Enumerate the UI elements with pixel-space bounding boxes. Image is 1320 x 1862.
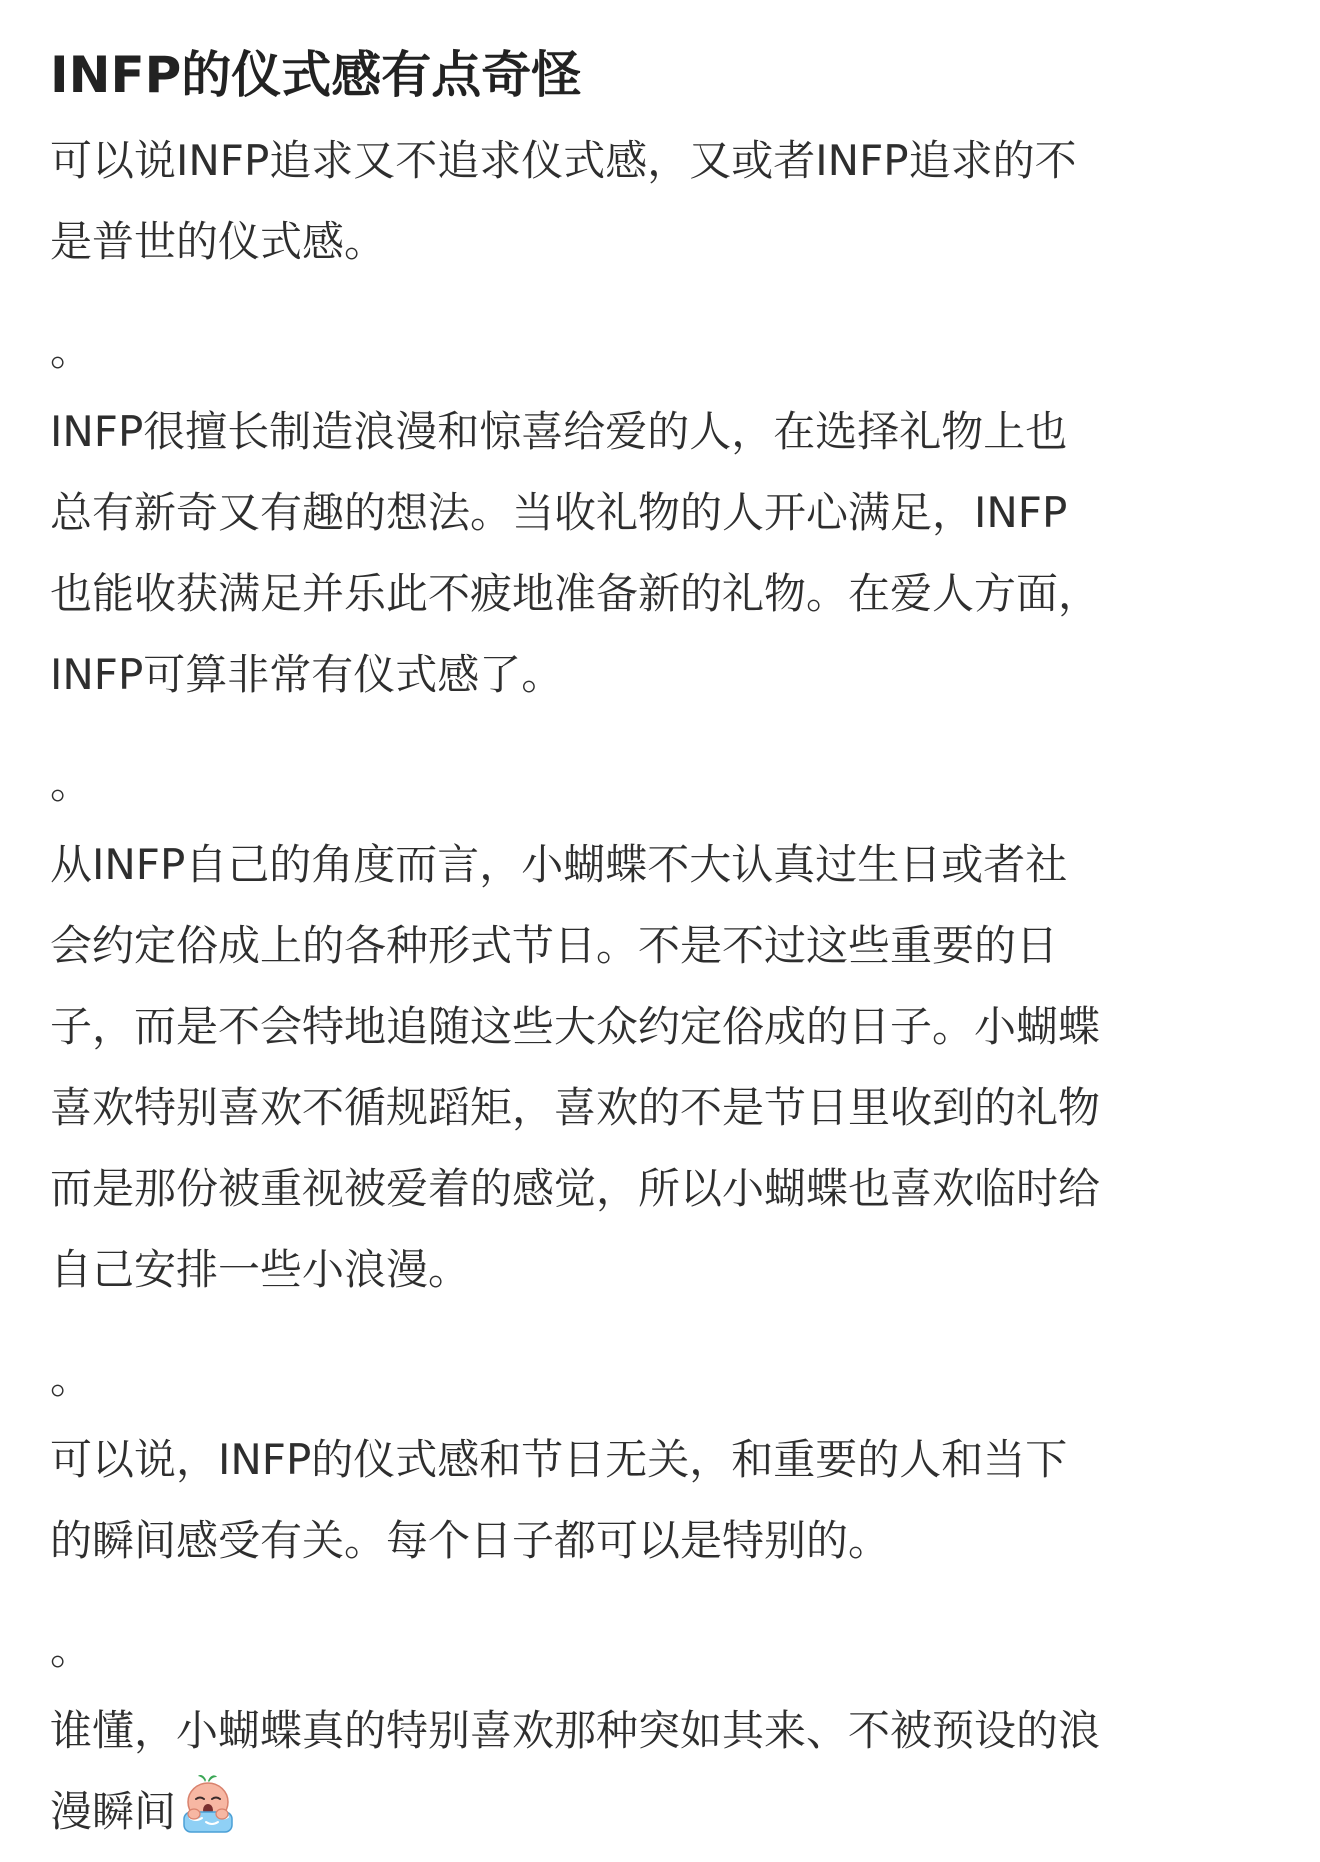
paragraph-1 (50, 120, 1275, 282)
separator-mark: 。 (50, 759, 93, 808)
paragraph-line: INFP很擅长制造浪漫和惊喜给爱的人，在选择礼物上也 (50, 407, 1068, 456)
paragraph-line-text: 漫瞬间 (50, 1787, 177, 1836)
paragraph-line: INFP可算非常有仪式感了。 (50, 650, 564, 699)
article-title: INFP的仪式感有点奇怪 (50, 46, 582, 104)
separator-mark: 。 (50, 1354, 93, 1403)
paragraph-5 (50, 1690, 1275, 1852)
paragraph-line: 可以说，INFP的仪式感和节日无关，和重要的人和当下 (50, 1435, 1068, 1484)
paragraph-line: 也能收获满足并乐此不疲地准备新的礼物。在爱人方面， (50, 569, 1101, 618)
paragraph-line: 喜欢特别喜欢不循规蹈矩，喜欢的不是节日里收到的礼物 (50, 1083, 1101, 1132)
paragraph-line: 从INFP自己的角度而言，小蝴蝶不大认真过生日或者社 (50, 840, 1068, 889)
paragraph-line: 可以说INFP追求又不追求仪式感，又或者INFP追求的不 (50, 136, 1077, 185)
paragraph-line: 谁懂，小蝴蝶真的特别喜欢那种突如其来、不被预设的浪 (50, 1706, 1101, 1755)
paragraph-separator (50, 743, 1275, 824)
separator-mark: 。 (50, 326, 93, 375)
article (50, 34, 1275, 1852)
paragraph-4 (50, 1419, 1275, 1581)
paragraph-line: 子，而是不会特地追随这些大众约定俗成的日子。小蝴蝶 (50, 1002, 1101, 1051)
paragraph-3 (50, 824, 1275, 1310)
paragraph-line: 总有新奇又有趣的想法。当收礼物的人开心满足，INFP (50, 488, 1068, 537)
paragraph-line: 而是那份被重视被爱着的感觉，所以小蝴蝶也喜欢临时给 (50, 1164, 1101, 1213)
crying-face-emoji-icon (176, 1772, 240, 1836)
paragraph-2 (50, 391, 1275, 715)
separator-mark: 。 (50, 1625, 93, 1674)
paragraph-separator (50, 1609, 1275, 1690)
paragraph-line: 的瞬间感受有关。每个日子都可以是特别的。 (50, 1516, 891, 1565)
paragraph-separator (50, 310, 1275, 391)
paragraph-line: 会约定俗成上的各种形式节日。不是不过这些重要的日 (50, 921, 1059, 970)
paragraph-line-last (50, 1771, 1275, 1852)
paragraph-line: 自己安排一些小浪漫。 (50, 1245, 471, 1294)
paragraph-line: 是普世的仪式感。 (50, 217, 387, 266)
paragraph-separator (50, 1338, 1275, 1419)
